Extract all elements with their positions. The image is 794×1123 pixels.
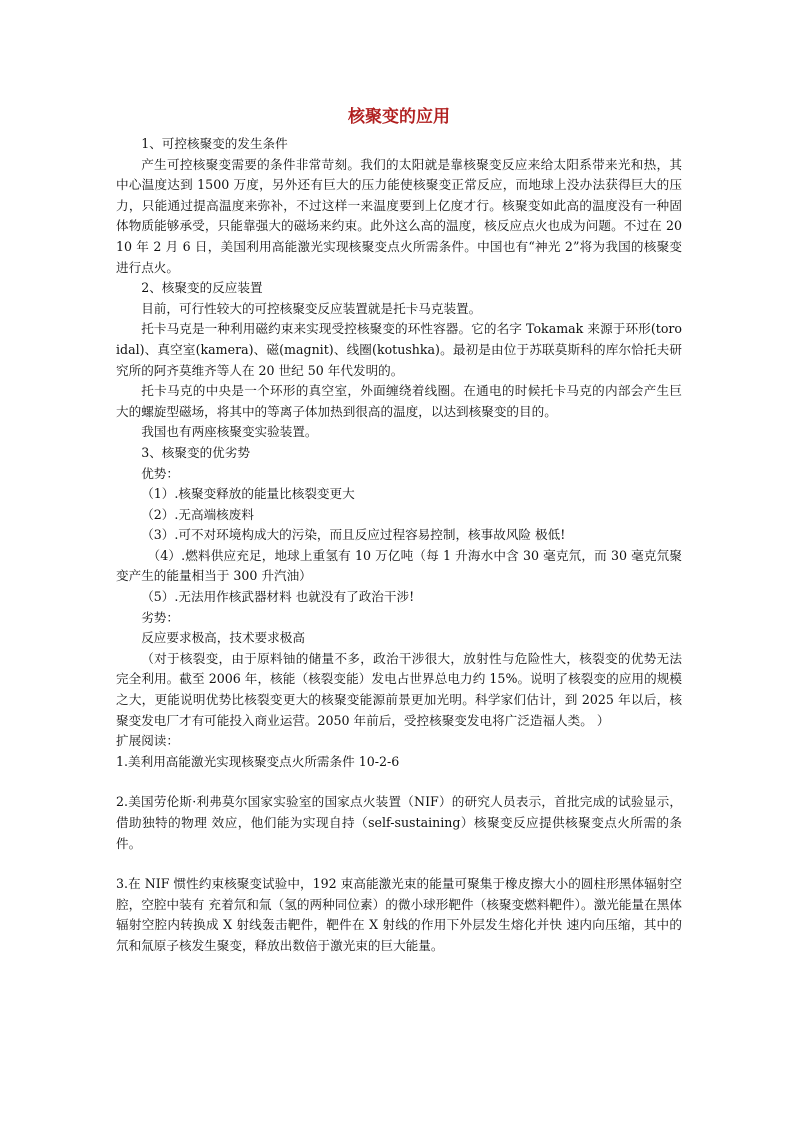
document-page [116, 104, 682, 957]
section-1-paragraph: 产生可控核聚变需要的条件非常苛刻。我们的太阳就是靠核聚变反应来给太阳系带来光和热，其中心温度达到 1500 万度，另外还有巨大的压力能使核聚变正常反应，而地球上没办法获得巨大的压力，只能通过提高温度来弥补，不过这样一来温度要到上亿度才行。核聚变如此高的温度没有一种固体物质能够承受，只能靠强大的磁场来约束。此外这么高的温度，核反应点火也成为问题。不过在 2010 年 2 月 6 日，美国利用高能激光实现核聚变点火所需条件。中国也有“神光 2”将为我国的核聚变进行点火。 [116, 156, 682, 275]
document-title: 核聚变的应用 [348, 107, 450, 127]
section-2-paragraph-3: 托卡马克的中央是一个环形的真空室，外面缠绕着线圈。在通电的时候托卡马克的内部会产生巨大的螺旋型磁场，将其中的等离子体加热到很高的温度，以达到核聚变的目的。 [116, 383, 682, 419]
extended-reading-label: 扩展阅读： [116, 733, 179, 749]
spacer [116, 772, 682, 792]
spacer [116, 854, 682, 874]
section-2-paragraph-1: 目前，可行性较大的可控核聚变反应装置就是托卡马克装置。 [141, 300, 482, 316]
extended-item-2: 2.美国劳伦斯·利弗莫尔国家实验室的国家点火装置（NIF）的研究人员表示，首批完成的试验显示，借助独特的物理 效应，他们能为实现自持（self-sustaining）核聚变反应提供核聚变点火所需的条件。 [116, 794, 682, 851]
section-heading-3: 3、核聚变的优劣势 [141, 444, 250, 460]
pros-item-2: （2）.无高端核废料 [141, 506, 254, 522]
pros-label: 优势： [141, 465, 179, 481]
pros-item-5: （5）.无法用作核武器材料 也就没有了政治干涉! [141, 589, 415, 605]
pros-item-1: （1）.核聚变释放的能量比核裂变更大 [141, 486, 355, 502]
section-heading-2: 2、核聚变的反应装置 [141, 280, 263, 296]
extended-item-3: 3.在 NIF 惯性约束核聚变试验中，192 束高能激光束的能量可聚集于橡皮擦大小的圆柱形黑体辐射空腔，空腔中装有 充着氘和氚（氢的两种同位素）的微小球形靶件（核聚变燃料靶件）。激光能量在黑体辐射空腔内转换成 X 射线轰击靶件，靶件在 X 射线的作用下外层发生熔化并快 速内向压缩，其中的氘和氚原子核发生聚变，释放出数倍于激光束的巨大能量。 [116, 876, 682, 953]
extended-item-1: 1.美利用高能激光实现核聚变点火所需条件 10-2-6 [116, 753, 400, 769]
section-2-paragraph-2: 托卡马克是一种利用磁约束来实现受控核聚变的环性容器。它的名字 Tokamak 来源于环形(toroidal)、真空室(kamera)、磁(magnit)、线圈(kotushka)。最初是由位于苏联莫斯科的库尔恰托夫研究所的阿齐莫维齐等人在 20 世纪 50 年代发明的。 [116, 321, 682, 378]
pros-item-4: （4）.燃料供应充足，地球上重氢有 10 万亿吨（每 1 升海水中含 30 毫克氘，而 30 毫克氘聚变产生的能量相当于 300 升汽油） [116, 547, 682, 584]
section-heading-1: 1、可控核聚变的发生条件 [141, 136, 288, 151]
cons-note: （对于核裂变，由于原料铀的储量不多，政治干涉很大，放射性与危险性大，核裂变的优势无法完全利用。截至 2006 年，核能（核裂变能）发电占世界总电力约 15%。说明了核裂变的应用的规模之大，更能说明优势比核裂变更大的核聚变能源前景更加光明。科学家们估计，到 2025 年以后，核聚变发电厂才有可能投入商业运营。2050 年前后，受控核聚变发电将广泛造福人类。 ） [116, 650, 682, 728]
section-2-paragraph-4: 我国也有两座核聚变实验装置。 [141, 424, 318, 440]
pros-item-3: （3）.可不对环境构成大的污染，而且反应过程容易控制，核事故风险 极低! [141, 527, 566, 543]
cons-label: 劣势： [141, 609, 179, 625]
cons-text: 反应要求极高，技术要求极高 [141, 630, 305, 646]
